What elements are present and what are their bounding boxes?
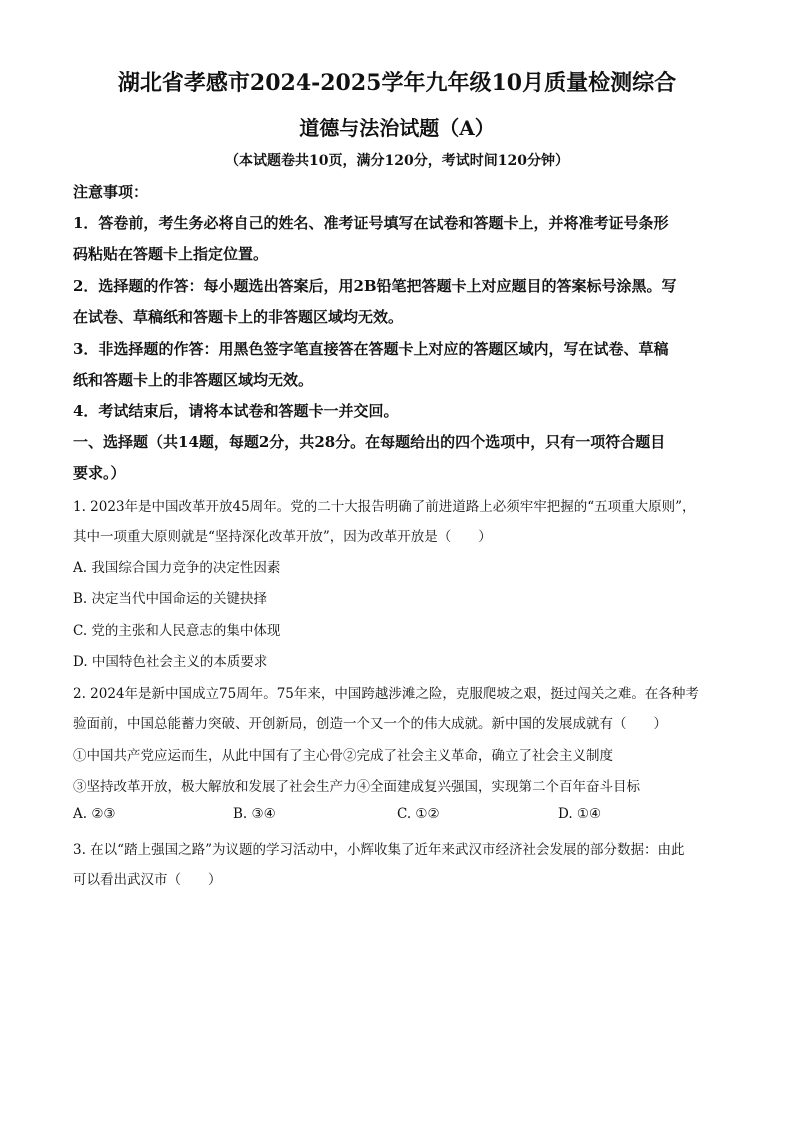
notice-line: 4．考试结束后，请将本试卷和答题卡一并交回。 (73, 402, 399, 420)
notice-line: 1．答卷前，考生务必将自己的姓名、准考证号填写在试卷和答题卡上，并将准考证号条形 (73, 214, 669, 232)
q2-option-d: D. ①④ (558, 806, 602, 822)
exam-title-line2: 道德与法治试题（A） (299, 116, 495, 140)
q2-stem-line2: 验面前，中国总能蓄力突破、开创新局，创造一个又一个的伟大成就。新中国的发展成就有（ ） (73, 716, 667, 732)
notice-line: 在试卷、草稿纸和答题卡上的非答题区域均无效。 (73, 308, 404, 326)
q3-stem-line1: 3. 在以“踏上强国之路”为议题的学习活动中，小辉收集了近年来武汉市经济社会发展的部分数据：由此 (73, 842, 685, 858)
notice-line: 3．非选择题的作答：用黑色签字笔直接答在答题卡上对应的答题区域内，写在试卷、草稿 (73, 340, 669, 358)
q1-stem-line1: 1. 2023年是中国改革开放45周年。党的二十大报告明确了前进道路上必须牢牢把握的“五项重大原则”， (73, 499, 696, 515)
section-heading-line1: 一、选择题（共14题，每题2分，共28分。在每题给出的四个选项中，只有一项符合题目 (73, 433, 666, 451)
q2-item-line1: ①中国共产党应运而生，从此中国有了主心骨②完成了社会主义革命，确立了社会主义制度 (73, 748, 613, 764)
q3-stem-line2: 可以看出武汉市（ ） (73, 872, 222, 888)
q1-option-b: B. 决定当代中国命运的关键抉择 (73, 591, 268, 607)
q2-option-b: B. ③④ (233, 806, 276, 822)
q2-option-a: A. ②③ (73, 806, 116, 822)
notice-line: 码粘贴在答题卡上指定位置。 (73, 245, 269, 263)
q1-option-a: A. 我国综合国力竞争的决定性因素 (73, 560, 281, 576)
q1-stem-line2: 其中一项重大原则就是“坚持深化改革开放”，因为改革开放是（ ） (73, 529, 492, 545)
exam-subtitle: （本试题卷共10页，满分120分，考试时间120分钟） (225, 153, 569, 169)
exam-title-line1: 湖北省孝感市2024-2025学年九年级10月质量检测综合 (117, 70, 677, 96)
notice-line: 纸和答题卡上的非答题区域均无效。 (73, 371, 314, 389)
q1-option-c: C. 党的主张和人民意志的集中体现 (73, 623, 281, 639)
q2-item-line2: ③坚持改革开放，极大解放和发展了社会生产力④全面建成复兴强国，实现第二个百年奋斗目标 (73, 779, 640, 795)
q2-option-c: C. ①② (397, 806, 440, 822)
notice-line: 2．选择题的作答：每小题选出答案后，用2B铅笔把答题卡上对应题目的答案标号涂黑。写 (73, 277, 677, 295)
notice-heading: 注意事项： (73, 183, 149, 201)
q2-stem-line1: 2. 2024年是新中国成立75周年。75年来，中国跨越涉滩之险，克服爬坡之艰，挺过闯关之难。在各种考 (73, 686, 699, 702)
q1-option-d: D. 中国特色社会主义的本质要求 (73, 654, 268, 670)
section-heading-line2: 要求。） (73, 464, 126, 482)
